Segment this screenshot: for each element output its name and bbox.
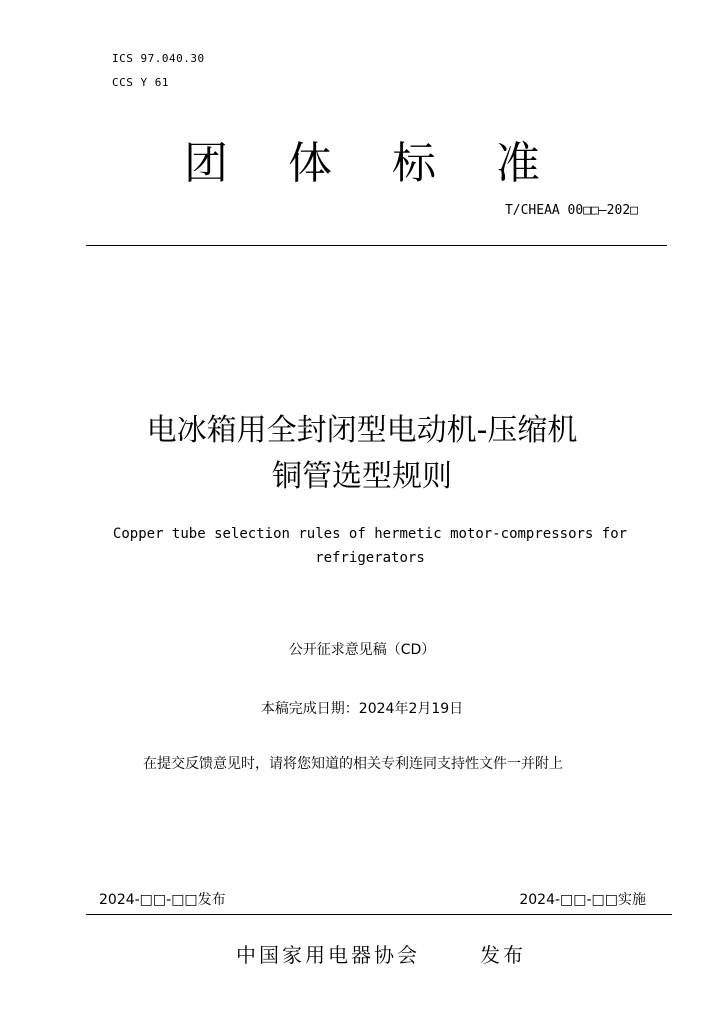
issuing-organization: 中国家用电器协会: [236, 943, 420, 967]
issue-label: 发布: [480, 943, 526, 967]
completion-date: 本稿完成日期：2024年2月19日: [260, 701, 464, 717]
document-type-heading: [0, 138, 724, 190]
document-number: T/CHEAA 00□□—202□: [504, 203, 638, 218]
bottom-divider: [86, 914, 672, 915]
ccs-code: CCS Y 61: [112, 76, 169, 89]
chinese-title-line-2: 铜管选型规则: [272, 459, 452, 494]
ics-code: ICS 97.040.30: [112, 52, 205, 65]
publish-date: 2024-□□-□□发布: [99, 892, 226, 908]
chinese-title-line-1: 电冰箱用全封闭型电动机-压缩机: [146, 413, 578, 448]
draft-status: 公开征求意见稿（CD）: [288, 642, 436, 658]
doc-type-char: 标: [392, 138, 436, 189]
doc-type-char: 体: [288, 138, 332, 189]
top-divider: [86, 245, 667, 246]
chinese-title: [0, 408, 724, 500]
patent-notice: 在提交反馈意见时，请将您知道的相关专利连同支持性文件一并附上: [143, 756, 563, 772]
implementation-date: 2024-□□-□□实施: [519, 892, 646, 908]
english-title: Copper tube selection rules of hermetic motor-compressors for refrigerators: [112, 526, 628, 566]
doc-type-char: 团: [184, 138, 228, 189]
doc-type-char: 准: [496, 138, 540, 189]
